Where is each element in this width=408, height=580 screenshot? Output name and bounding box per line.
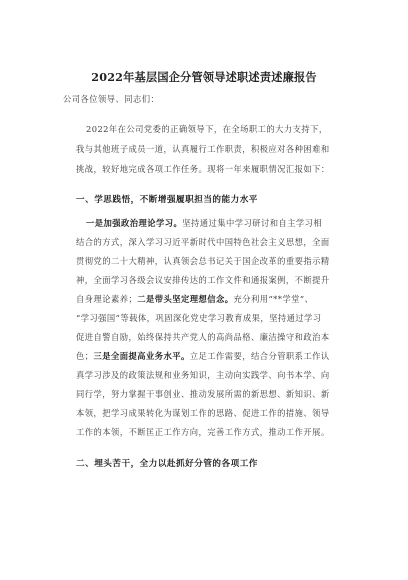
s1-line-11: 本领，把学习成果转化为谋划工作的思路、促进工作的措施、领导 (76, 408, 330, 418)
intro-line-3: 挑战，较好地完成各项工作任务。现将一年来履职情况汇报如下： (76, 164, 330, 174)
s1-line-5 (76, 294, 336, 305)
s1-line-1 (86, 218, 346, 229)
s1-line-12: 工作的本领，不断匡正工作方向，完善工作方式，推动工作开展。 (76, 427, 330, 437)
s1-line-2: 结合的方式，深入学习习近平新时代中国特色社会主义思想，全面 (76, 237, 330, 247)
s1-line-4: 神，全面学习各级会议安排传达的工作文件和通报案例，不断提升 (76, 275, 330, 285)
s1-line-1-text: 坚持通过集中学习研讨和自主学习相 (182, 218, 323, 228)
s1-line-5-pre: 自身理论素养； (76, 294, 138, 304)
document-title: 2022年基层国企分管领导述职述责述廉报告 (91, 70, 317, 84)
s1-line-10: 同行学，努力掌握干事创业、推动发展所需的新思想、新知识、新 (76, 389, 330, 399)
s1-line-8-pre: 色； (76, 351, 94, 361)
s1-point-3-title: 三是全面提高业务水平。 (93, 351, 190, 361)
greeting: 公司各位领导、同志们： (63, 94, 160, 104)
s1-line-5-text: 充分利用“**学堂”、 (233, 294, 314, 304)
s1-line-8 (76, 351, 336, 362)
s1-line-6: “学习强国”等载体，巩固深化党史学习教育成果，坚持通过学习 (76, 313, 322, 323)
intro-line-2: 我与其他班子成员一道，认真履行工作职责，积极应对各种困难和 (76, 144, 330, 154)
s1-line-7: 促进自警自励，始终保持共产党人的高尚品格、廉洁操守和政治本 (76, 332, 330, 342)
s1-point-2-title: 二是带头坚定理想信念。 (137, 294, 234, 304)
s1-line-8-text: 立足工作需要，结合分管职系工作认 (189, 351, 330, 361)
intro-line-1: 2022年在公司党委的正确领导下，在全场职工的大力支持下， (86, 124, 328, 134)
s1-line-3: 贯彻党的二十大精神，认真领会总书记关于国企改革的重要指示精 (76, 256, 330, 266)
section-2-heading: 二、埋头苦干，全力以赴抓好分管的各项工作 (76, 459, 258, 469)
s1-point-1-title: 一是加强政治理论学习。 (86, 218, 183, 228)
section-1-heading: 一、学思践悟，不断增强履职担当的能力水平 (76, 195, 258, 205)
s1-line-9: 真学习涉及的政策法规和业务知识，主动向实践学、向书本学、向 (76, 370, 330, 380)
